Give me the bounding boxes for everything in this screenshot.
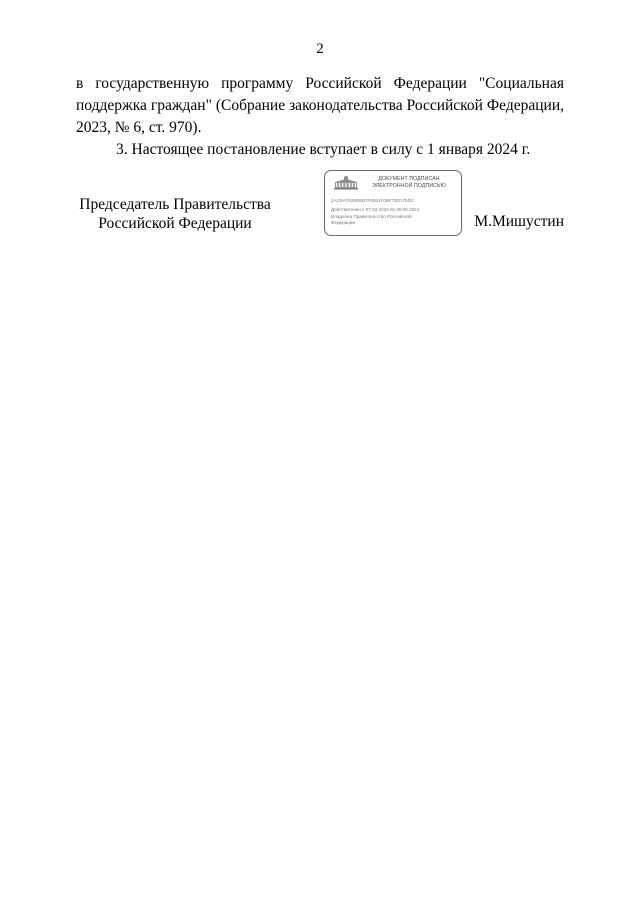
stamp-owner-line-1: Владелец Правительство Российской [331,214,412,219]
paragraph-effective-date: 3. Настоящее постановление вступает в силу с 1 января 2024 г. [116,141,531,158]
stamp-validity: Действителен с 07.03.2023 по 30.05.2024 [331,207,420,212]
signer-name: М.Мишустин [474,213,564,230]
signer-position-line-2: Российской Федерации [98,215,252,232]
page-number: 2 [316,41,324,57]
stamp-certificate: 2AC9A7626D6D7F6261F0BF7B3175DC [331,198,415,203]
electronic-signature-stamp [324,170,462,236]
stamp-title-line-1: ДОКУМЕНТ ПОДПИСАН [378,176,440,182]
stamp-title [361,176,457,190]
signer-position [70,195,280,233]
stamp-title-line-2: ЭЛЕКТРОННОЙ ПОДПИСЬЮ [372,183,446,189]
paragraph-continuation: в государственную программу Российской Федерации "Социальная поддержка граждан" (Собрание законодательства Российской Федерации, 2023, № 6, ст. 970). [76,75,564,136]
stamp-owner-line-2: Федерации [331,220,356,225]
document-body [76,73,564,161]
government-building-icon [333,176,359,190]
signer-position-line-1: Председатель Правительства [79,196,271,213]
